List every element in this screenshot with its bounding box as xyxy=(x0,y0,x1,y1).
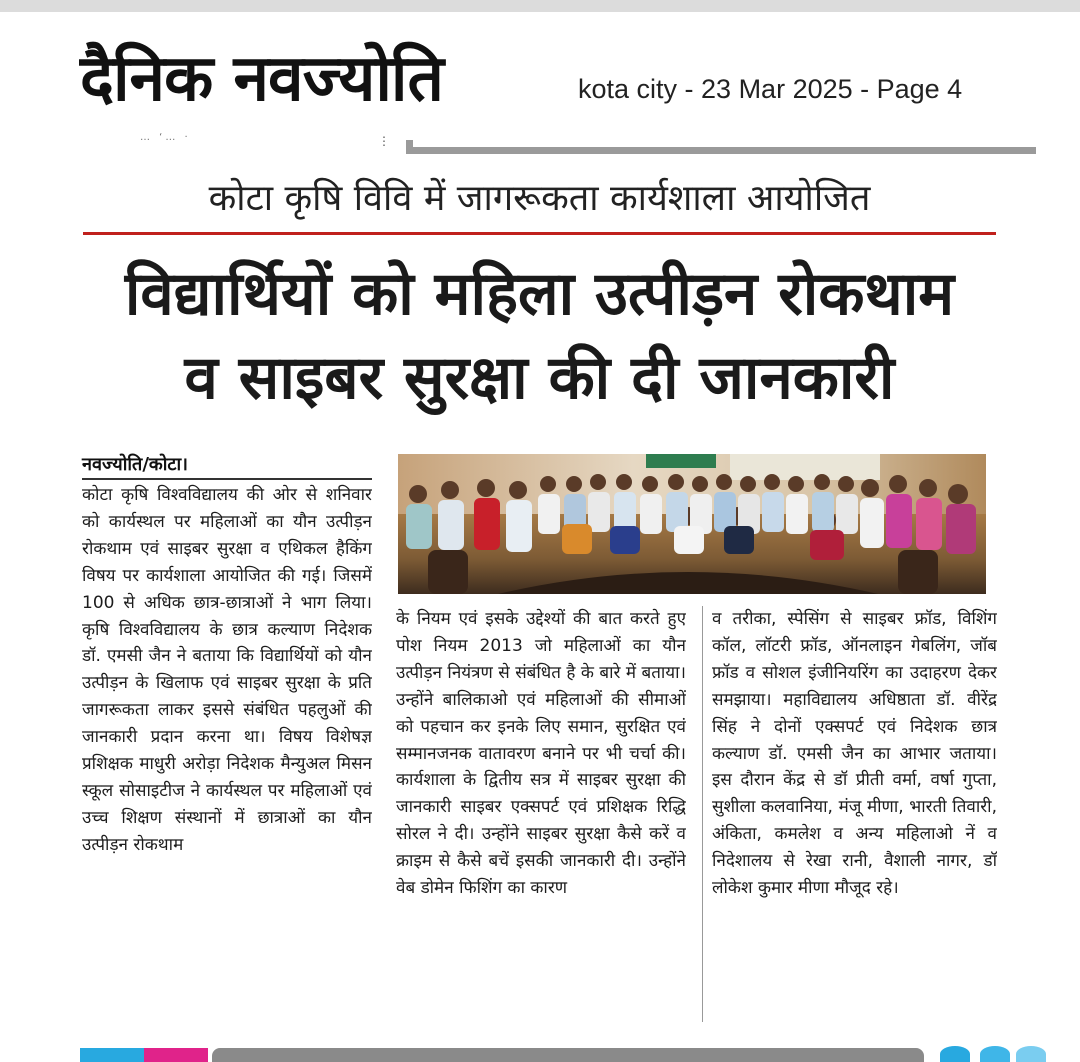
color-strip-magenta xyxy=(144,1048,208,1062)
masthead-rule xyxy=(406,140,1036,154)
group-photo xyxy=(398,454,986,594)
footer-tab xyxy=(980,1046,1010,1062)
edition-info: kota city - 23 Mar 2025 - Page 4 xyxy=(578,74,963,104)
newspaper-masthead: दैनिक नवज्योति xyxy=(80,42,443,116)
headline-line-2: व साइबर सुरक्षा की दी जानकारी xyxy=(184,343,895,413)
column-divider xyxy=(702,606,703,1022)
viewer-top-bar xyxy=(0,0,1080,12)
masthead-dots: ⋮ xyxy=(378,134,390,148)
page-footer-bar xyxy=(212,1048,924,1062)
article-column-1: कोटा कृषि विश्वविद्यालय की ओर से शनिवार को कार्यस्थल पर महिलाओं का यौन उत्पीड़न रोकथाम एवं साइबर सुरक्षा व एथिकल हैकिंग विषय पर कार्यशाला आयोजित की गई। जिसमें 100 से अधिक छात्र-छात्राओं ने भाग लिया। कृषि विश्वविद्यालय के छात्र कल्याण निदेशक डॉ. एमसी जैन ने बताया कि विद्यार्थियों को यौन उत्पीड़न के खिलाफ एवं साइबर सुरक्षा के प्रति जागरूकता लाकर इससे संबंधित पहलुओं की जानकारी प्रदान करना था। विषय विशेषज्ञ प्रशिक्षक माधुरी अरोड़ा निदेशक मैन्युअल मिसन स्कूल सोसाइटीज ने कार्यस्थल पर महिलाओं एवं उच्च शिक्षण संस्थानों में छात्राओं का यौन उत्पीड़न रोकथाम xyxy=(82,485,372,855)
byline: नवज्योति/कोटा। xyxy=(82,454,188,475)
article-kicker: कोटा कृषि विवि में जागरूकता कार्यशाला आयोजित xyxy=(208,178,871,219)
kicker-divider xyxy=(83,232,996,235)
photo-people xyxy=(398,454,986,594)
article-column-3: व तरीका, स्पेसिंग से साइबर फ्रॉड, विशिंग कॉल, लॉटरी फ्रॉड, ऑनलाइन गेबलिंग, जॉब फ्रॉड व सोशल इंजीनियरिंग का उदाहरण देकर समझाया। महाविद्यालय अधिष्ठाता डॉ. वीरेंद्र सिंह ने दोनों एक्सपर्ट एवं निदेशक छात्र कल्याण डॉ. एमसी जैन का आभार जताया। इस दौरान केंद्र से डॉ प्रीती वर्मा, वर्षा गुप्ता, सुशीला कलवानिया, मंजू मीणा, भारती तिवारी, अंकिता, कमलेश व अन्य महिलाओ नें व निदेशालय से रेखा रानी, वैशाली नागर, डॉ लोकेश कुमार मीणा मौजूद रहे। xyxy=(712,609,997,899)
headline-line-1: विद्यार्थियों को महिला उत्पीड़न रोकथाम xyxy=(124,259,955,329)
color-strip-cyan xyxy=(80,1048,144,1062)
byline-rule xyxy=(82,478,372,480)
article-headline xyxy=(83,252,996,420)
article-column-2: के नियम एवं इसके उद्देश्यों की बात करते हुए पोश नियम 2013 जो महिलाओं का यौन उत्पीड़न नियंत्रण से संबंधित है के बारे में बताया। उन्होंने बालिकाओ एवं महिलाओं की सीमाओं को पहचान कर इनके लिए समान, सुरक्षित एवं सम्मानजनक वातावरण बनाने पर भी चर्चा की। कार्यशाला के द्वितीय सत्र में साइबर सुरक्षा की जानकारी साइबर एक्सपर्ट एवं प्रशिक्षक रिद्धि सोरल ने दी। उन्होंने साइबर सुरक्षा कैसे करें व क्राइम से कैसे बचें इसकी जानकारी दी। उन्होंने वेब डोमेन फिशिंग का कारण xyxy=(396,609,686,899)
footer-tab xyxy=(1016,1046,1046,1062)
masthead-fragments: … ‘… · xyxy=(140,132,191,143)
footer-tab xyxy=(940,1046,970,1062)
